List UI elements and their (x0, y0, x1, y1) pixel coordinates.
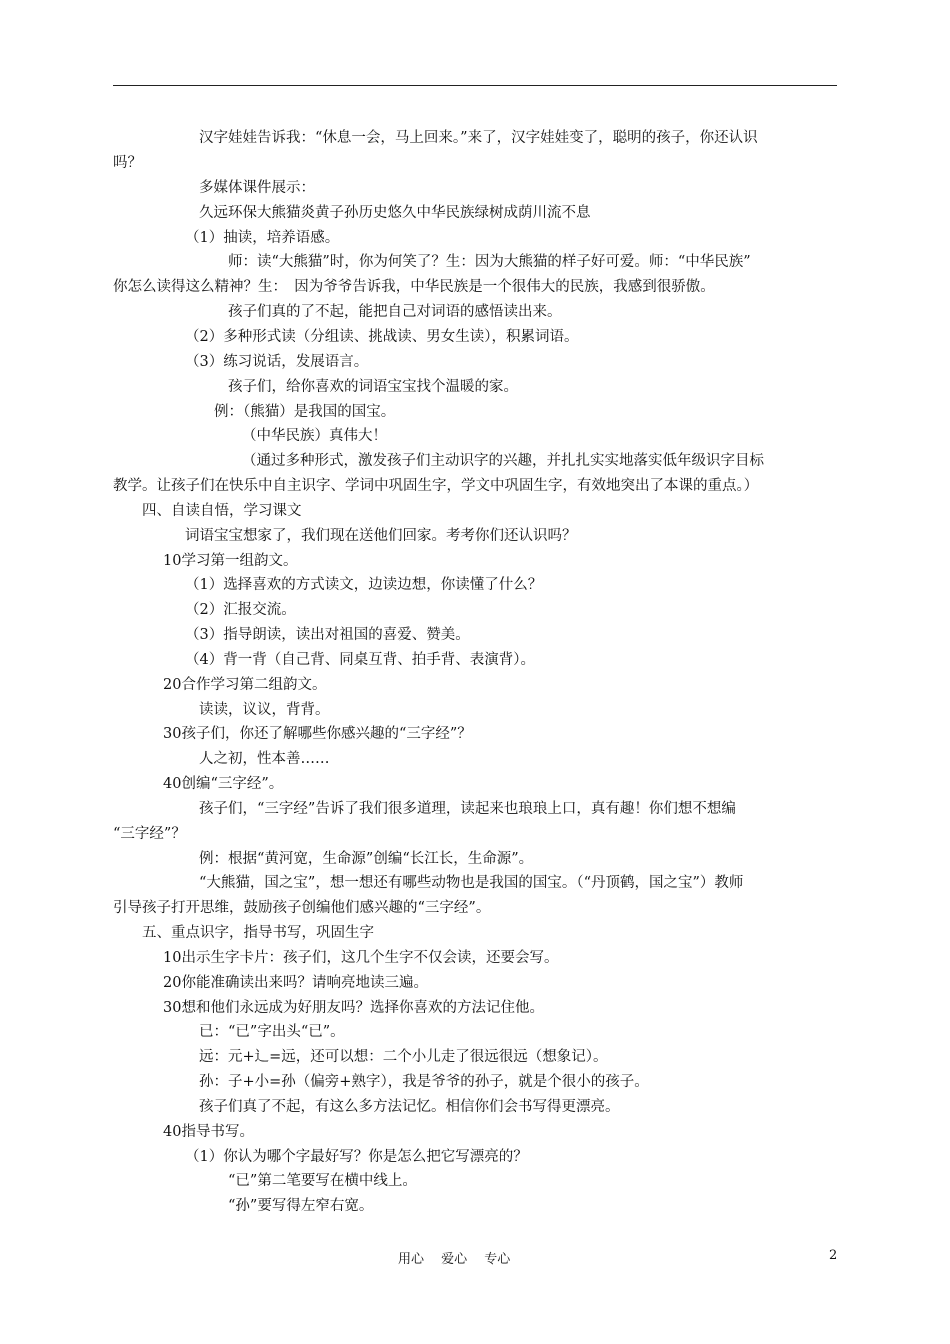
text-line: （2）多种形式读（分组读、挑战读、男女生读），积累词语。 (185, 329, 579, 345)
text-line: 孩子们，给你喜欢的词语宝宝找个温暖的家。 (228, 379, 518, 395)
text-line: “孙”要写得左窄右宽。 (228, 1198, 374, 1214)
text-line: 吗？ (113, 155, 142, 171)
text-line: 10学习第一组韵文。 (163, 553, 298, 569)
footer-motto: 用心 爱心 专心 (398, 1252, 511, 1267)
text-line: （2）汇报交流。 (185, 602, 296, 618)
text-line: 30想和他们永远成为好朋友吗？选择你喜欢的方法记住他。 (163, 1000, 544, 1016)
text-line: 孙：子+小=孙（偏旁+熟字），我是爷爷的孙子，就是个很小的孩子。 (199, 1074, 649, 1090)
text-line: 已：“已”字出头“已”。 (199, 1024, 345, 1040)
text-line: 20合作学习第二组韵文。 (163, 677, 327, 693)
text-line: 词语宝宝想家了，我们现在送他们回家。考考你们还认识吗？ (185, 528, 577, 544)
page-number: 2 (829, 1248, 838, 1263)
text-line: 10出示生字卡片：孩子们，这几个生字不仅会读，还要会写。 (163, 950, 559, 966)
text-line: 40指导书写。 (163, 1124, 254, 1140)
text-line: 师：读“大熊猫”时，你为何笑了？生：因为大熊猫的样子好可爱。师：“中华民族” (228, 254, 751, 270)
header-rule (113, 85, 837, 86)
text-line: 多媒体课件展示： (199, 180, 315, 196)
section-heading: 五、重点识字，指导书写，巩固生字 (142, 925, 374, 941)
text-line: （1）你认为哪个字最好写？你是怎么把它写漂亮的？ (185, 1149, 528, 1165)
text-line: 孩子们真了不起，有这么多方法记忆。相信你们会书写得更漂亮。 (199, 1099, 620, 1115)
text-line: 30孩子们，你还了解哪些你感兴趣的“三字经”？ (163, 726, 472, 742)
text-line: “三字经”？ (113, 826, 186, 842)
text-line: 例：根据“黄河宽，生命源”创编“长江长，生命源”。 (199, 851, 534, 867)
text-line: （1）选择喜欢的方式读文，边读边想，你读懂了什么？ (185, 577, 543, 593)
text-line: 孩子们真的了不起，能把自己对词语的感悟读出来。 (228, 304, 562, 320)
text-line: （4）背一背（自己背、同桌互背、拍手背、表演背）。 (185, 652, 535, 668)
text-line: 读读，议议，背背。 (199, 702, 330, 718)
text-line: （3）练习说话，发展语言。 (185, 354, 369, 370)
text-line: “大熊猫，国之宝”，想一想还有哪些动物也是我国的国宝。（“丹顶鹤，国之宝”）教师 (199, 875, 744, 891)
text-line: 教学。让孩子们在快乐中自主识字、学词中巩固生字，学文中巩固生字，有效地突出了本课的重点。） (113, 478, 759, 494)
text-line: 40创编“三字经”。 (163, 776, 284, 792)
text-line: 你怎么读得这么精神？生： 因为爷爷告诉我，中华民族是一个很伟大的民族，我感到很骄傲。 (113, 279, 715, 295)
text-line: 久远环保大熊猫炎黄子孙历史悠久中华民族绿树成荫川流不息 (199, 205, 591, 221)
text-line: 人之初，性本善…… (199, 751, 330, 767)
text-line: 20你能准确读出来吗？请响亮地读三遍。 (163, 975, 428, 991)
text-line: 例：（熊猫）是我国的国宝。 (214, 404, 396, 420)
text-line: （通过多种形式，激发孩子们主动识字的兴趣，并扎扎实实地落实低年级识字目标 (242, 453, 764, 469)
section-heading: 四、自读自悟，学习课文 (142, 503, 302, 519)
text-line: 引导孩子打开思维，鼓励孩子创编他们感兴趣的“三字经”。 (113, 900, 491, 916)
text-line: 远：元+辶=远，还可以想：二个小儿走了很远很远（想象记）。 (199, 1049, 608, 1065)
text-line: （1）抽读，培养语感。 (185, 230, 340, 246)
text-line: 汉字娃娃告诉我：“休息一会，马上回来。”来了，汉字娃娃变了，聪明的孩子，你还认识 (199, 130, 758, 146)
text-line: “已”第二笔要写在横中线上。 (228, 1173, 417, 1189)
text-line: （中华民族）真伟大！ (242, 428, 387, 444)
text-line: 孩子们，“三字经”告诉了我们很多道理，读起来也琅琅上口，真有趣！你们想不想编 (199, 801, 736, 817)
text-line: （3）指导朗读，读出对祖国的喜爱、赞美。 (185, 627, 470, 643)
